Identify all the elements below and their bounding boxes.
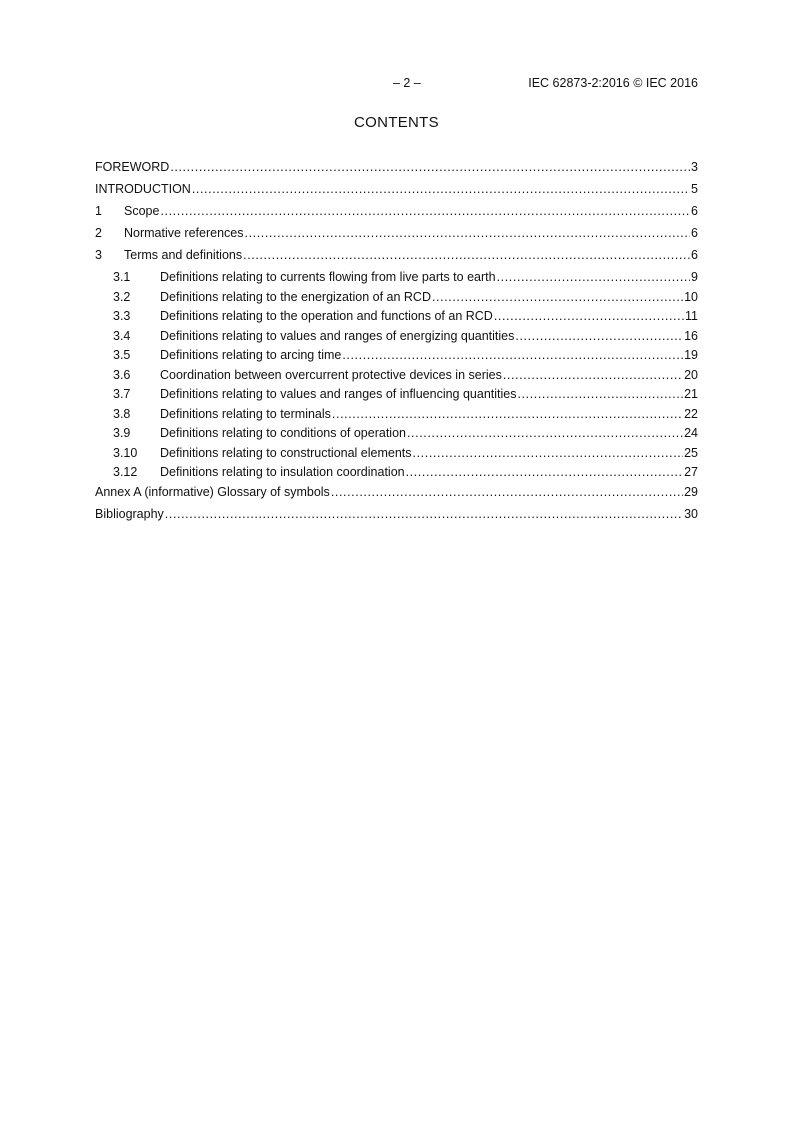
page-number: – 2 – [393, 76, 421, 90]
toc-dot-leader [170, 158, 690, 176]
toc-entry[interactable] [95, 505, 698, 527]
toc-entry-label: Coordination between overcurrent protective devices in series [160, 367, 502, 382]
toc-entry-page: 19 [684, 348, 698, 362]
toc-entry-number: 3.9 [113, 426, 131, 440]
toc-dot-leader [243, 246, 690, 264]
toc-entry-number: 1 [95, 204, 102, 218]
toc-entry[interactable] [95, 444, 698, 464]
contents-title: CONTENTS [354, 114, 439, 131]
toc-entry[interactable] [95, 180, 698, 202]
toc-entry-page: 6 [691, 204, 698, 218]
document-reference: IEC 62873-2:2016 © IEC 2016 [528, 76, 698, 90]
toc-entry-page: 29 [684, 484, 698, 499]
toc-entry-page: 6 [691, 248, 698, 262]
toc-dot-leader [160, 202, 690, 220]
toc-entry-label: Scope [124, 204, 160, 218]
toc-entry[interactable] [95, 268, 698, 288]
toc-entry-label: FOREWORD [95, 160, 170, 174]
toc-dot-leader [503, 366, 683, 384]
toc-entry-page: 30 [684, 506, 698, 521]
toc-entry[interactable] [95, 463, 698, 483]
toc-entry-label: Definitions relating to currents flowing from live parts to earth [160, 270, 496, 284]
page-header [95, 76, 698, 94]
toc-dot-leader [331, 483, 683, 501]
toc-entry-label: Definitions relating to the operation and functions of an RCD [160, 309, 493, 323]
toc-entry-number: 3.3 [113, 309, 131, 323]
table-of-contents [95, 158, 698, 527]
toc-dot-leader [515, 327, 683, 345]
toc-entry-label: Terms and definitions [124, 248, 243, 262]
toc-entry-page: 21 [684, 387, 698, 401]
toc-entry-number: 3.8 [113, 406, 131, 421]
toc-entry-label: Definitions relating to insulation coordination [160, 465, 405, 479]
toc-entry[interactable] [95, 405, 698, 425]
toc-entry-page: 5 [691, 182, 698, 196]
toc-entry-label: Normative references [124, 226, 244, 240]
toc-entry-page: 10 [684, 289, 698, 304]
toc-entry-page: 20 [684, 367, 698, 382]
toc-entry-number: 3.7 [113, 387, 131, 401]
toc-dot-leader [406, 463, 684, 481]
toc-entry[interactable] [95, 346, 698, 366]
toc-entry-number: 3.2 [113, 289, 131, 304]
toc-entry[interactable] [95, 246, 698, 268]
toc-entry-number: 3.4 [113, 328, 131, 343]
toc-entry-label: Definitions relating to arcing time [160, 348, 342, 362]
toc-dot-leader [342, 346, 683, 364]
toc-entry-page: 9 [691, 270, 698, 284]
toc-entry[interactable] [95, 424, 698, 444]
toc-entry[interactable] [95, 307, 698, 327]
toc-entry-page: 24 [684, 426, 698, 440]
toc-entry-number: 3.6 [113, 367, 131, 382]
toc-entry-label: Definitions relating to conditions of operation [160, 426, 406, 440]
toc-entry-label: Bibliography [95, 506, 164, 521]
toc-entry-number: 3 [95, 248, 102, 262]
toc-entry-number: 3.1 [113, 270, 131, 284]
toc-entry[interactable] [95, 483, 698, 505]
toc-dot-leader [413, 444, 684, 462]
toc-entry-label: Definitions relating to constructional elements [160, 445, 412, 460]
toc-entry-page: 6 [691, 226, 698, 240]
toc-entry-page: 16 [684, 328, 698, 343]
toc-entry[interactable] [95, 366, 698, 386]
toc-dot-leader [497, 268, 690, 286]
toc-entry-page: 11 [685, 309, 698, 323]
toc-dot-leader [517, 385, 683, 403]
toc-entry[interactable] [95, 327, 698, 347]
toc-dot-leader [407, 424, 683, 442]
toc-entry-page: 3 [691, 160, 698, 174]
toc-dot-leader [432, 288, 683, 306]
toc-entry-page: 22 [684, 406, 698, 421]
toc-entry-number: 3.12 [113, 465, 138, 479]
toc-entry-page: 27 [684, 465, 698, 479]
toc-dot-leader [245, 224, 691, 242]
toc-entry-label: Definitions relating to terminals [160, 406, 331, 421]
toc-entry[interactable] [95, 224, 698, 246]
toc-entry[interactable] [95, 385, 698, 405]
toc-entry-label: INTRODUCTION [95, 182, 191, 196]
toc-entry-number: 3.5 [113, 348, 131, 362]
toc-entry-page: 25 [684, 445, 698, 460]
toc-entry[interactable] [95, 288, 698, 308]
toc-dot-leader [192, 180, 690, 198]
toc-entry-label: Annex A (informative) Glossary of symbols [95, 484, 330, 499]
toc-entry-label: Definitions relating to values and ranges of energizing quantities [160, 328, 515, 343]
toc-dot-leader [332, 405, 683, 423]
toc-dot-leader [494, 307, 684, 325]
toc-entry[interactable] [95, 202, 698, 224]
toc-entry-number: 2 [95, 226, 102, 240]
toc-entry-label: Definitions relating to the energization of an RCD [160, 289, 431, 304]
toc-dot-leader [165, 505, 683, 523]
toc-entry[interactable] [95, 158, 698, 180]
toc-entry-number: 3.10 [113, 445, 138, 460]
toc-entry-label: Definitions relating to values and ranges of influencing quantities [160, 387, 517, 401]
